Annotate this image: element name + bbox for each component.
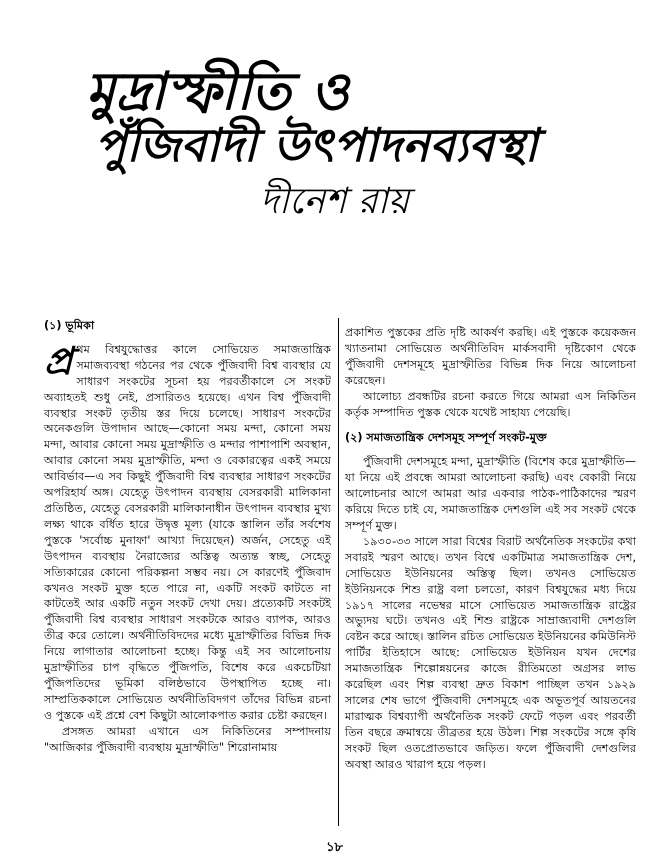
right-paragraph-3: পুঁজিবাদী দেশসমূহে মন্দা, মুদ্রাস্ফীতি (বিশেষ করে মুদ্রাস্ফীতি—যা নিয়ে এই প্রবন্ধে আমরা আলোচনা করছি) এবং বেকারী নিয়ে আলোচনার আগে আমরা আর একবার পাঠক-পাঠিকাদের স্মরণ করিয়ে দিতে চাই যে, সমাজতান্ত্রিক দেশগুলি এই সব সংকট থেকে সম্পূর্ণ মুক্ত। — [345, 455, 636, 532]
right-paragraph-4: ১৯৩০-৩৩ সালে সারা বিশ্বের বিরাট অর্থনৈতিক সংকটের কথা সবারই স্মরণ আছে। তখন বিশ্বে একটিমাত্র সমাজতান্ত্রিক দেশ, সোভিয়েত ইউনিয়নের অস্তিত্ব ছিল। তখনও সোভিয়েত ইউনিয়নকে শিশু রাষ্ট্র বলা চলতো, কারণ বিশ্বযুদ্ধের মধ্য দিয়ে ১৯১৭ সালের নভেম্বর মাসে সোভিয়েত সমাজতান্ত্রিক রাষ্ট্রের অভ্যুদয় ঘটে। তখনও এই শিশু রাষ্ট্রকে সাম্রাজ্যবাদী দেশগুলি বেষ্টন করে আছে। স্তালিন রচিত সোভিয়েত ইউনিয়নের কমিউনিস্ট পার্টির ইতিহাসে আছে: সোভিয়েত ইউনিয়ন যখন দেশের সমাজতান্ত্রিক শিল্পোন্নয়নের কাজে রীতিমতো অগ্রসর লাভ করেছিল এবং শিল্প ব্যবস্থা দ্রুত বিকাশ পাচ্ছিল তখন ১৯২৯ সালের শেষ ভাগে পুঁজিবাদী দেশসমূহে এক অভূতপূর্ব আয়তনের মারাত্মক বিশ্বব্যাপী অর্থনৈতিক সংকট ফেটে পড়ল এবং পরবর্তী তিন বছরে ক্রমান্বয়ে তীব্রতর হয়ে উঠল। শিল্প সংকটের সঙ্গে কৃষি সংকট ছিল ওতপ্রোতভাবে জড়িত। ফলে পুঁজিবাদী দেশগুলির অবস্থা আরও খারাপ হয়ে পড়ল। — [345, 534, 636, 771]
article-author: দীনেশ রায় — [259, 181, 410, 222]
right-column — [345, 325, 636, 772]
right-paragraph-1: প্রকাশিত পুস্তকের প্রতি দৃষ্টি আকর্ষণ করছি। এই পুস্তকে কয়েকজন খ্যাতনামা সোভিয়েত অর্থনীতিবিদ মার্কসবাদী দৃষ্টিকোণ থেকে পুঁজিবাদী দেশসমূহে মুদ্রাস্ফীতির বিভিন্ন দিক নিয়ে আলোচনা করেছেন। — [345, 326, 636, 387]
article-title-line1: মুদ্রাস্ফীতি ও — [86, 61, 350, 122]
intro-paragraph-text: থম বিশ্বযুদ্ধোত্তর কালে সোভিয়েত সমাজতান্ত্রিক সমাজব্যবস্থা গঠনের পর থেকে পুঁজিবাদী বিশ্ব ব্যবস্থার যে সাধারণ সংকটের সূচনা হয় পরবর্তীকালে সে সংকট অব্যাহতই শুধু নেই, প্রসারিতও হয়েছে। এখন বিশ্ব পুঁজিবাদী ব্যবস্থার সংকট তৃতীয় স্তর দিয়ে চলেছে। সাধারণ সংকটের অনেকগুলি উপাদান আছে—কোনো সময় মন্দা, কোনো সময় মন্দা, আবার কোনো সময় মুদ্রাস্ফীতি ও মন্দার পাশাপাশি অবস্থান, আবার কোনো সময় মুদ্রাস্ফীতি, মন্দা ও বেকারত্বের একই সময়ে আবির্ভাব—এ সব কিছুই পুঁজিবাদী বিশ্ব ব্যবস্থার সাধারণ সংকটের অপরিহার্য অঙ্গ। যেহেতু উৎপাদন ব্যবস্থায় বেসরকারী মালিকানা প্রতিষ্ঠিত, যেহেতু বেসরকারী মালিকানাধীন উৎপাদন ব্যবস্থার মুখ্য লক্ষ্য থাকে বর্ধিত হারে উদ্বৃত্ত মূল্য (যাকে স্তালিন তাঁর সর্বশেষ পুস্তকে 'সর্বোচ্চ মুনাফা' আখ্যা দিয়েছেন) অর্জন, সেহেতু এই উৎপাদন ব্যবস্থায় নৈরাজ্যের অস্তিত্ব অত্যন্ত স্বচ্ছ, সেহেতু সত্যিকারের কোনো পরিকল্পনা সম্ভব নয়। সে কারণেই পুঁজিবাদ কখনও সংকট মুক্ত হতে পারে না, একটি সংকট কাটতে না কাটতেই আর একটি নতুন সংকট দেখা দেয়। প্রত্যেকটি সংকটই পুঁজিবাদী বিশ্ব ব্যবস্থার সাধারণ সংকটকে আরও ব্যাপক, আরও তীব্র করে তোলে। অর্থনীতিবিদদের মধ্যে মুদ্রাস্ফীতির বিভিন্ন দিক নিয়ে লাগাতার আলোচনা হচ্ছে। কিন্তু এই সব আলোচনায় মুদ্রাস্ফীতির চাপ বৃদ্ধিতে পুঁজিপতি, বিশেষ করে একচেটিয়া পুঁজিপতিদের ভূমিকা বলিষ্ঠভাবে উপস্থাপিত হচ্ছে না। সাম্প্রতিককালে সোভিয়েত অর্থনীতিবিদগণ তাঁদের বিভিন্ন রচনা ও পুস্তকে এই প্রশ্নে বেশ কিছুটা আলোকপাত করার চেষ্টা করছেন। — [44, 342, 331, 722]
page-number: ১৮ — [326, 840, 343, 855]
column-divider — [338, 318, 339, 826]
intro-paragraph — [44, 337, 331, 724]
intro-paragraph-2: প্রসঙ্গত আমরা এখানে এস নিকিতিনের সম্পাদনায় "আজিকার পুঁজিবাদী ব্যবস্থায় মুদ্রাস্ফীতি" শিরোনামায় — [44, 724, 331, 754]
left-column — [44, 318, 331, 755]
section-heading-intro: (১) ভূমিকা — [44, 319, 95, 332]
right-paragraph-2: আলোচ্য প্রবন্ধটির রচনা করতে গিয়ে আমরা এস নিকিতিন কর্তৃক সম্পাদিত পুস্তক থেকে যথেষ্ট সাহায্য পেয়েছি। — [345, 389, 636, 419]
drop-cap: প্র — [44, 337, 73, 383]
section-heading-socialist: (২) সমাজতান্ত্রিক দেশসমূহ সম্পূর্ণ সংকট-মুক্ত — [345, 431, 547, 445]
article-title-line2: পুঁজিবাদী উৎপাদনব্যবস্থা — [95, 118, 538, 172]
